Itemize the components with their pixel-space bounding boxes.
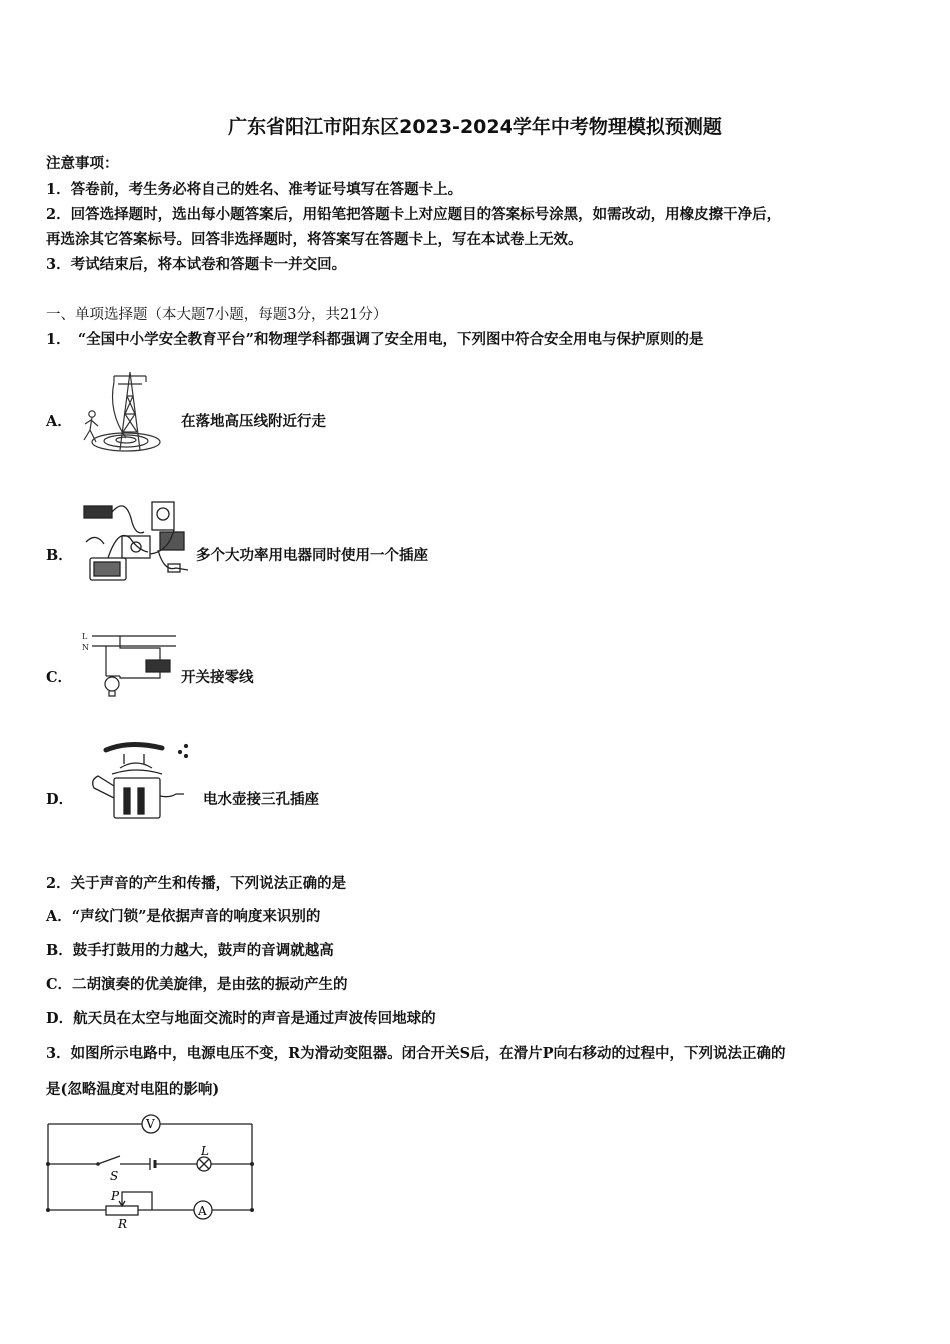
option-c-text: 开关接零线 [181,669,254,686]
ammeter-label: A [198,1204,207,1218]
question-1-stem: 1． “全国中小学安全教育平台”和物理学科都强调了安全用电，下列图中符合安全用电与保护原则的是 [46,331,704,348]
overloaded-socket-icon [78,492,194,586]
high-voltage-tower-icon [78,362,178,454]
circuit-diagram [40,1112,260,1232]
question-3-stem: 3．如图所示电路中，电源电压不变，R为滑动变阻器。闭合开关S后，在滑片P向右移动的过程中，下列说法正确的 [46,1045,786,1062]
rheostat-label: R [118,1217,128,1231]
electric-kettle-icon [80,740,196,824]
option-a-text: 在落地高压线附近行走 [181,413,326,430]
switch-circuit-icon [80,628,180,700]
option-d-label: D． [46,791,74,808]
question-3-stem-line2: 是(忽略温度对电阻的影响) [46,1081,220,1098]
option-d-text: 电水壶接三孔插座 [203,791,319,808]
voltmeter-label: V [146,1117,155,1131]
section-heading: 一、单项选择题（本大题7小题，每题3分，共21分） [46,307,388,323]
question-2-option-c: C．二胡演奏的优美旋律，是由弦的振动产生的 [46,976,348,993]
notice-item: 1．答卷前，考生务必将自己的姓名、准考证号填写在答题卡上。 [46,181,463,198]
question-2-option-d: D．航天员在太空与地面交流时的声音是通过声波传回地球的 [46,1010,436,1027]
question-2-option-b: B．鼓手打鼓用的力越大，鼓声的音调就越高 [46,942,334,959]
switch-label: S [110,1169,119,1183]
question-2-option-a: A．“声纹门锁”是依据声音的响度来识别的 [46,908,321,925]
notice-item: 2．回答选择题时，选出每小题答案后，用铅笔把答题卡上对应题目的答案标号涂黑，如需改动，用橡皮擦干净后， [46,206,782,223]
wire-label-l: L [82,632,88,641]
notice-heading: 注意事项： [46,155,119,172]
notice-item: 3．考试结束后，将本试卷和答题卡一并交回。 [46,256,347,273]
notice-item: 再选涂其它答案标号。回答非选择题时，将答案写在答题卡上，写在本试卷上无效。 [46,231,583,248]
question-2-stem: 2．关于声音的产生和传播，下列说法正确的是 [46,875,347,892]
page-title: 广东省阳江市阳东区2023-2024学年中考物理模拟预测题 [228,116,722,138]
wire-label-n: N [82,643,89,652]
option-b-text: 多个大功率用电器同时使用一个插座 [196,547,428,564]
option-c-label: C． [46,669,73,686]
slider-label: P [111,1189,120,1203]
option-a-label: A． [46,413,72,430]
lamp-label: L [201,1144,209,1158]
option-b-label: B． [46,547,73,564]
